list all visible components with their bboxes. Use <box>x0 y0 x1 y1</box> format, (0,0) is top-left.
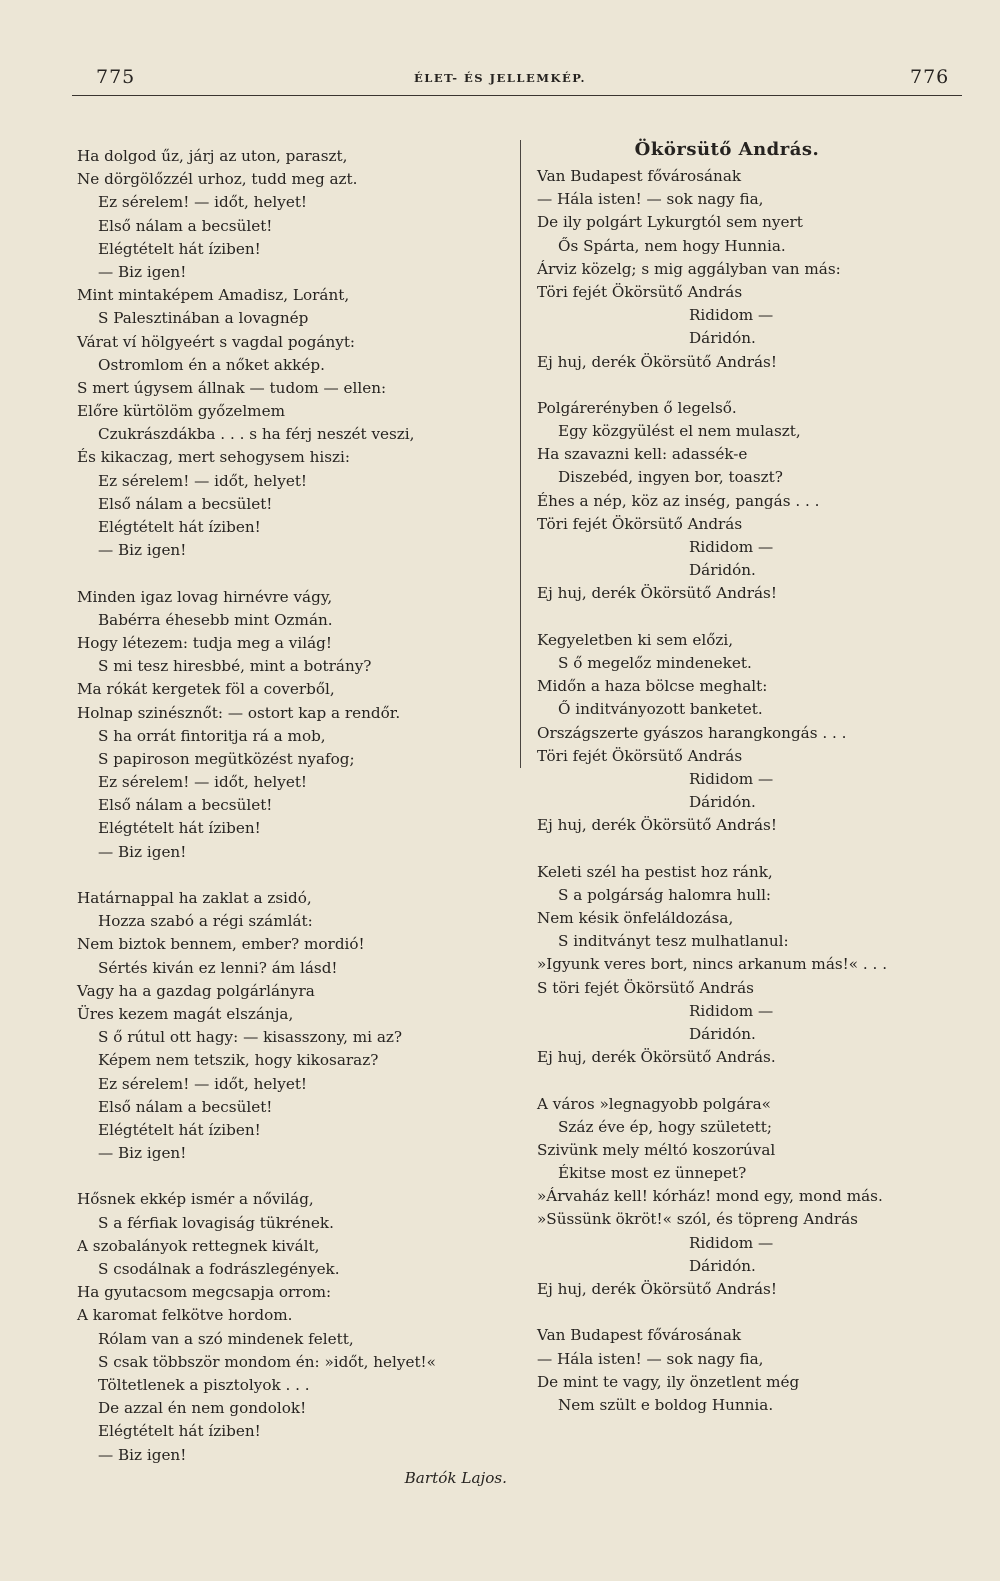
page-number-right: 776 <box>910 66 950 88</box>
poem-line: S ő megelőz mindeneket. <box>558 653 752 672</box>
poem-line: Ostromlom én a nőket akkép. <box>98 355 325 374</box>
poem-line: S papiroson megütközést nyafog; <box>98 749 355 768</box>
poem-line: Száz éve ép, hogy született; <box>558 1117 772 1136</box>
stanza-gap <box>537 374 977 397</box>
poem-line: Czukrászdákba . . . s ha férj neszét veszi, <box>98 425 415 444</box>
poem-line: — Hála isten! — sok nagy fia, <box>537 190 764 209</box>
poem-line: Ej huj, derék Ökörsütő András! <box>537 584 777 603</box>
poem-line: Rididom — <box>689 306 774 325</box>
header-rule <box>72 95 962 96</box>
poem-line: Országszerte gyászos harangkongás . . . <box>537 723 847 742</box>
poem-line: Ej huj, derék Ökörsütő András! <box>537 816 777 835</box>
poem-line: A város »legnagyobb polgára« <box>537 1094 771 1113</box>
stanza-gap <box>77 1165 507 1188</box>
poem-line: Ha szavazni kell: adassék-e <box>537 445 748 464</box>
page-number-left: 775 <box>96 66 136 88</box>
poem-line: — Biz igen! <box>98 262 187 281</box>
poem-line: Hősnek ekkép ismér a nővilág, <box>77 1190 314 1209</box>
stanza-gap <box>537 1301 977 1324</box>
stanza-gap <box>537 837 977 860</box>
poem-title: Ökörsütő András. <box>634 139 820 160</box>
poem-line: Ékitse most ez ünnepet? <box>558 1164 747 1183</box>
poem-line: S ő rútul ott hagy: — kisasszony, mi az? <box>98 1028 403 1047</box>
poem-line: Szivünk mely méltó koszorúval <box>537 1140 776 1159</box>
poem-line: — Biz igen! <box>98 1445 187 1464</box>
stanza-gap <box>77 562 507 585</box>
poem-line: Elégtételt hát íziben! <box>98 518 261 536</box>
poem-line: S inditványt tesz mulhatlanul: <box>558 932 789 951</box>
poem-line: Minden igaz lovag hirnévre vágy, <box>77 587 333 606</box>
poem-line: Sértés kiván ez lenni? ám lásd! <box>98 958 338 977</box>
poem-line: Rólam van a szó mindenek felett, <box>98 1329 354 1348</box>
poem-line: Elégtételt hát íziben! <box>98 239 261 258</box>
poem-line: Egy közgyülést el nem mulaszt, <box>558 422 801 441</box>
poem-line: Árviz közelg; s mig aggályban van más: <box>537 259 841 278</box>
poem-line: S a polgárság halomra hull: <box>558 885 772 904</box>
poem-line: Első nálam a becsület! <box>98 494 273 513</box>
poem-line: Ma rókát kergetek föl a coverből, <box>77 680 335 699</box>
poem-line: S a férfiak lovagiság tükrének. <box>98 1213 334 1232</box>
poem-line: Ez sérelem! — időt, helyet! <box>98 1074 308 1093</box>
poem-line: Töri fejét Ökörsütő András <box>537 514 743 533</box>
poem-line: Babérra éhesebb mint Ozmán. <box>98 610 333 629</box>
poem-line: Rididom — <box>689 538 774 556</box>
poem-line: Ez sérelem! — időt, helyet! <box>98 471 308 490</box>
poem-line: — Hála isten! — sok nagy fia, <box>537 1349 764 1368</box>
column-divider <box>520 140 521 768</box>
poem-line: Kegyeletben ki sem előzi, <box>537 630 734 649</box>
stanza-gap <box>537 606 977 629</box>
poem-line: Elégtételt hát íziben! <box>98 1120 261 1139</box>
poem-line: Dáridón. <box>689 329 756 348</box>
poem-line: Rididom — <box>689 1233 774 1252</box>
poem-line: Nem késik önfeláldozása, <box>537 909 734 927</box>
poem-line: Polgárerényben ő legelső. <box>537 398 737 417</box>
poem-line: S csak többször mondom én: »időt, helyet!« <box>98 1352 436 1371</box>
poem-line: Rididom — <box>689 1001 774 1020</box>
poem-line: Dáridón. <box>689 561 756 580</box>
poem-line: Töltetlenek a pisztolyok . . . <box>98 1375 310 1394</box>
poem-line: Éhes a nép, köz az inség, pangás . . . <box>537 491 820 510</box>
poem-line: Képem nem tetszik, hogy kikosaraz? <box>98 1051 379 1070</box>
poem-line: Ha gyutacsom megcsapja orrom: <box>77 1283 332 1302</box>
poem-line: Elégtételt hát íziben! <box>98 819 261 838</box>
poem-line: S mert úgysem állnak — tudom — ellen: <box>77 378 387 397</box>
poem-line: S töri fejét Ökörsütő András <box>537 978 754 997</box>
poem-line: — Biz igen! <box>98 541 187 560</box>
poem-line: S Palesztinában a lovagnép <box>98 309 309 328</box>
poem-line: Határnappal ha zaklat a zsidó, <box>77 889 312 907</box>
poem-line: Üres kezem magát elszánja, <box>77 1004 294 1023</box>
poem-line: Ej huj, derék Ökörsütő András! <box>537 352 777 371</box>
poem-line: Holnap szinésznőt: — ostort kap a rendőr. <box>77 703 401 722</box>
right-column-poem <box>537 137 977 1417</box>
poem-line: S mi tesz hiresbbé, mint a botrány? <box>98 657 372 676</box>
poem-line: »Árvaház kell! kórház! mond egy, mond más. <box>537 1187 883 1206</box>
poem-line: És kikaczag, mert sehogysem hiszi: <box>77 448 350 467</box>
poem-line: Hozza szabó a régi számlát: <box>98 912 313 931</box>
poem-line: Ej huj, derék Ökörsütő András! <box>537 1280 777 1298</box>
running-header: ÉLET- ÉS JELLEMKÉP. <box>413 71 586 85</box>
poem-line: Mint mintaképem Amadisz, Loránt, <box>77 286 350 305</box>
poem-line: Hogy létezem: tudja meg a világ! <box>77 633 332 652</box>
poem-line: Van Budapest fővárosának <box>537 1326 742 1345</box>
poem-line: Rididom — <box>689 769 774 788</box>
poem-line: A szobalányok rettegnek kivált, <box>77 1236 320 1255</box>
poem-line: S csodálnak a fodrászlegények. <box>98 1260 340 1278</box>
poem-line: S ha orrát fintoritja rá a mob, <box>98 726 326 745</box>
poem-line: Elégtételt hát íziben! <box>98 1422 261 1441</box>
poem-line: Diszebéd, ingyen bor, toaszt? <box>558 468 783 487</box>
poem-line: — Biz igen! <box>98 1144 187 1163</box>
poem-line: De mint te vagy, ily önzetlent még <box>537 1372 800 1391</box>
author-signature: Bartók Lajos. <box>404 1468 507 1487</box>
poem-line: Várat ví hölgyeért s vagdal pogányt: <box>77 332 356 351</box>
poem-line: Ős Spárta, nem hogy Hunnia. <box>558 236 786 255</box>
poem-line: Ne dörgölőzzél urhoz, tudd meg azt. <box>77 170 358 189</box>
poem-line: Első nálam a becsület! <box>98 216 273 235</box>
poem-line: Töri fejét Ökörsütő András <box>537 282 743 301</box>
poem-line: De azzal én nem gondolok! <box>98 1399 307 1418</box>
poem-line: Első nálam a becsület! <box>98 1097 273 1116</box>
poem-line: Nem szült e boldog Hunnia. <box>558 1395 774 1414</box>
poem-line: Midőn a haza bölcse meghalt: <box>537 677 768 696</box>
poem-line: Ez sérelem! — időt, helyet! <box>98 193 308 212</box>
poem-line: Dáridón. <box>689 793 756 812</box>
poem-line: A karomat felkötve hordom. <box>77 1306 293 1325</box>
poem-line: »Süssünk ökröt!« szól, és töpreng András <box>537 1210 858 1229</box>
poem-line: Ez sérelem! — időt, helyet! <box>98 773 308 792</box>
stanza-gap <box>77 864 507 887</box>
poem-line: De ily polgárt Lykurgtól sem nyert <box>537 213 803 232</box>
poem-line: Ej huj, derék Ökörsütő András. <box>537 1048 776 1067</box>
poem-line: Van Budapest fővárosának <box>537 167 742 185</box>
poem-line: Nem biztok bennem, ember? mordió! <box>77 935 365 954</box>
poem-line: — Biz igen! <box>98 842 187 861</box>
poem-line: »Igyunk veres bort, nincs arkanum más!« . . . <box>537 955 888 974</box>
poem-line: Dáridón. <box>689 1024 756 1043</box>
poem-line: Előre kürtölöm győzelmem <box>77 402 285 421</box>
poem-line: Töri fejét Ökörsütő András <box>537 746 743 765</box>
poem-line: Vagy ha a gazdag polgárlányra <box>77 981 315 1000</box>
poem-line: Keleti szél ha pestist hoz ránk, <box>537 862 773 881</box>
poem-line: Ő inditványozott banketet. <box>558 700 763 719</box>
poem-line: Dáridón. <box>689 1256 756 1275</box>
poem-line: Ha dolgod űz, járj az uton, paraszt, <box>77 147 348 165</box>
stanza-gap <box>537 1069 977 1092</box>
left-column-poem <box>77 145 507 1490</box>
poem-line: Első nálam a becsület! <box>98 796 273 815</box>
